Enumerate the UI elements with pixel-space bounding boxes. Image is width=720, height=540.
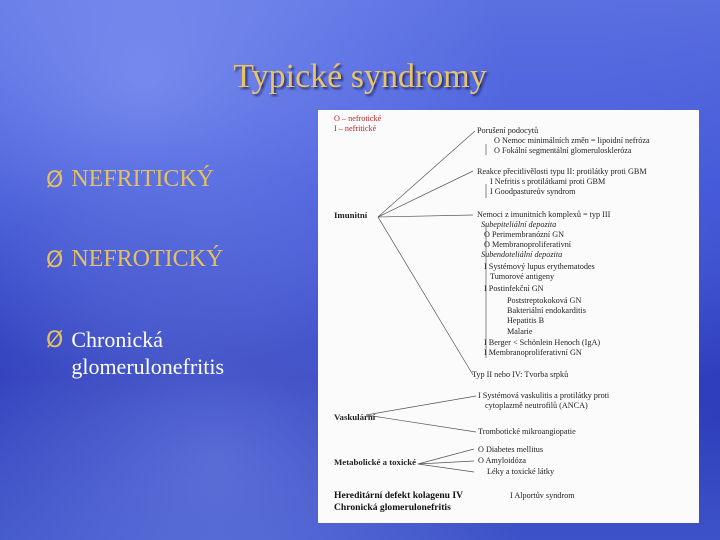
bullet-label: NEFROTICKÝ: [71, 246, 224, 272]
item-endokarditis: Bakteriální endokarditis: [507, 306, 586, 315]
item-malarie: Malarie: [507, 327, 533, 336]
item-leky-toxicke: Léky a toxické látky: [487, 467, 555, 476]
item-alport: I Alportův syndrom: [510, 491, 575, 500]
arrow-bullet-icon: Ø: [46, 168, 64, 193]
item-tvorba-srpku: Typ II nebo IV: Tvorba srpků: [472, 370, 569, 379]
item-nemoc-minimalnich-zmen: O Nemoc minimálních změn = lipoidní nefróza: [494, 136, 650, 145]
slide-title: Typické syndromy: [233, 58, 487, 95]
item-postinfekcni-gn: I Postinfekční GN: [484, 284, 544, 293]
item-poststreptokokova: Poststreptokoková GN: [507, 296, 582, 305]
arrow-bullet-icon: Ø: [46, 328, 64, 353]
item-sle: I Systémový lupus erythematodes: [484, 262, 595, 271]
item-tumorove-antigeny: Tumorové antigeny: [490, 272, 555, 281]
legend-nefriticke: I – nefritické: [334, 124, 377, 133]
item-subendotelialni: Subendoteliální depozita: [481, 250, 563, 259]
category-chronicka: Chronická glomerulonefritis: [334, 502, 451, 513]
legend-nefroticke: O – nefrotické: [334, 114, 382, 123]
syndrome-diagram: [318, 110, 699, 523]
item-subepitelialni: Subepiteliální depozita: [481, 220, 557, 229]
item-anca-cont: cytoplazmě neutrofilů (ANCA): [485, 401, 588, 410]
bullet-chronicka: [46, 326, 224, 380]
bullet-label: Chronická glomerulonefritis: [71, 327, 225, 379]
item-perimembranozni: O Perimembranózní GN: [484, 230, 565, 239]
category-hereditarni: Hereditární defekt kolagenu IV: [334, 490, 464, 501]
item-reakce-typu-ii: Reakce přecitlivělosti typu II: protilátky proti GBM: [477, 167, 647, 176]
item-hepatitis-b: Hepatitis B: [507, 316, 545, 325]
bullet-nefroticky: [46, 246, 223, 276]
item-membranoproliferativni: O Membranoproliferativní: [484, 240, 572, 249]
item-goodpasture: I Goodpastureův syndrom: [490, 187, 576, 196]
arrow-bullet-icon: Ø: [46, 248, 64, 273]
item-mpgn: I Membranoproliferativní GN: [484, 348, 582, 357]
bullet-nefriticky: [46, 166, 214, 196]
item-tma: Trombotické mikroangiopatie: [478, 427, 576, 436]
item-anti-gbm-nefritis: I Nefritis s protilátkami proti GBM: [490, 177, 606, 186]
item-vaskulitis-anca: I Systémová vaskulitis a protilátky proti: [478, 391, 610, 400]
item-berger: I Berger < Schönlein Henoch (IgA): [484, 338, 601, 347]
item-porušení-podocytu: Porušení podocytů: [477, 126, 539, 135]
category-metabolicke: Metabolické a toxické: [334, 457, 417, 467]
item-imunitni-komplexy: Nemoci z imunitních komplexů = typ III: [477, 210, 611, 219]
item-diabetes: O Diabetes mellitus: [478, 445, 544, 454]
category-imunitni: Imunitní: [334, 210, 368, 220]
bullet-label: NEFRITICKÝ: [71, 166, 214, 192]
item-amyloidoza: O Amyloidóza: [478, 456, 526, 465]
item-fsgs: O Fokální segmentální glomeruloskleróza: [494, 146, 632, 155]
category-vaskularni: Vaskulární: [334, 412, 376, 422]
